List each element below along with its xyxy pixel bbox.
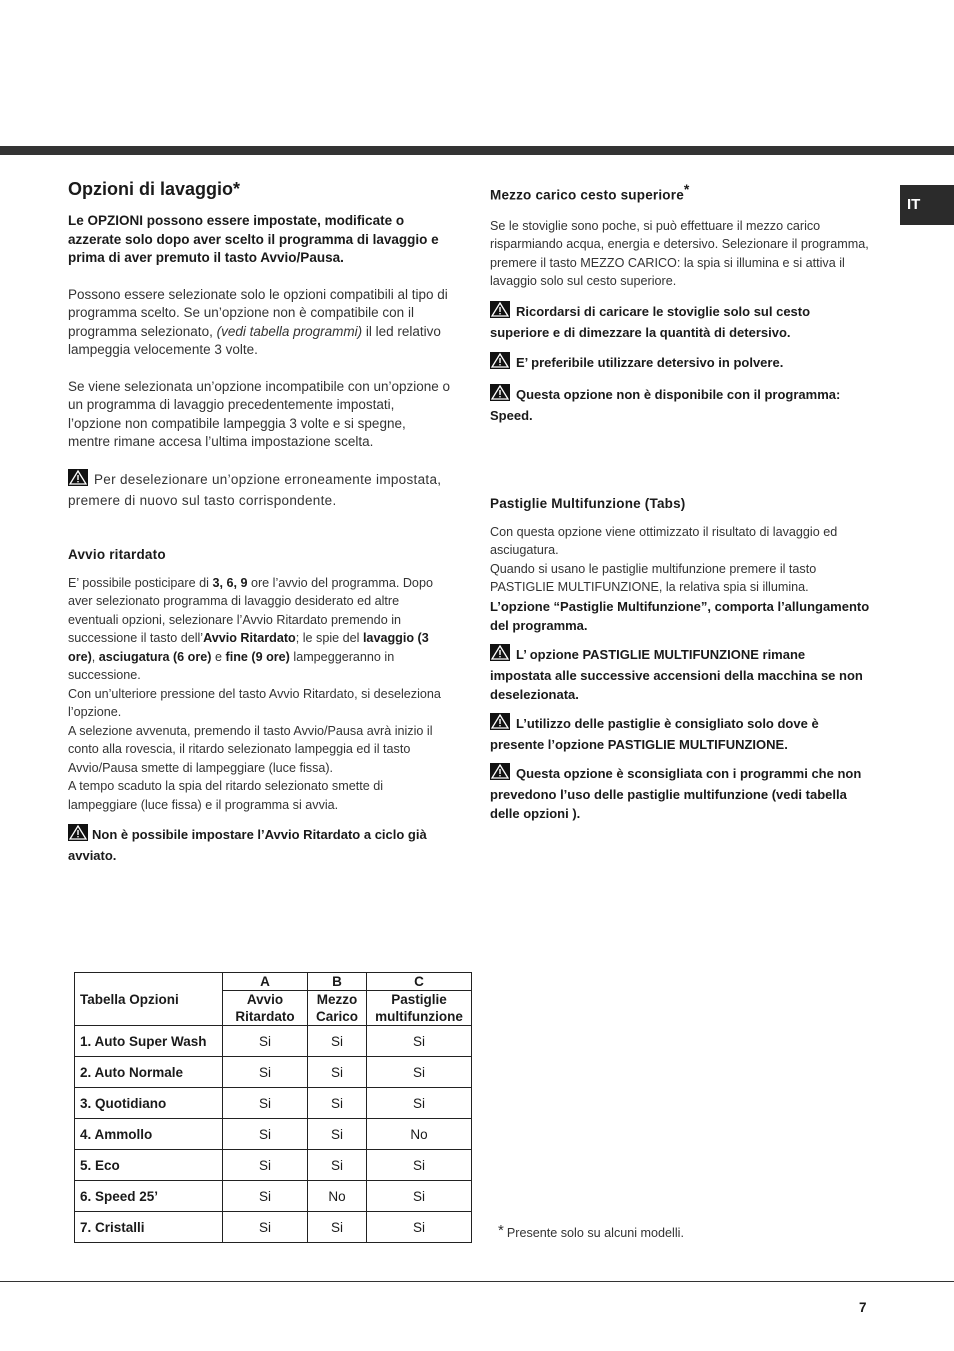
options-table <box>74 972 472 1243</box>
warning-icon <box>68 824 88 846</box>
paragraph-incompat: Se viene selezionata un’opzione incompatibile con un’opzione o un programma di lavaggio precedentemente impostati, l’opzione non compatibile lampeggia 3 volte e si spegne, mentre rimane accesa l’ultima impostazione scelta. <box>68 378 451 449</box>
warning-mezzo-2: E’ preferibile utilizzare detersivo in polvere. <box>490 352 870 374</box>
avvio-title: Avvio ritardato <box>68 546 166 562</box>
table-row: 2. Auto Normale Si Si Si <box>75 1057 472 1088</box>
col-header-pastiglie: Pastiglie multifunzione <box>367 991 472 1026</box>
col-header-avvio: Avvio Ritardato <box>223 991 308 1026</box>
table-row: 3. Quotidiano Si Si Si <box>75 1088 472 1119</box>
tabs-body-1: Con questa opzione viene ottimizzato il risultato di lavaggio ed asciugatura. <box>490 524 838 557</box>
header-bar <box>0 146 954 155</box>
warning-icon <box>490 763 510 785</box>
warning-mezzo-1: Ricordarsi di caricare le stoviglie solo sul cesto superiore e di dimezzare la quantità di detersivo. <box>490 301 870 342</box>
page-number: 7 <box>859 1300 867 1315</box>
col-letter-a: A <box>223 973 308 991</box>
tabs-title: Pastiglie Multifunzione (Tabs) <box>490 495 686 511</box>
warning-tabs-2: L’utilizzo delle pastiglie è consigliato solo dove è presente l’opzione PASTIGLIE MULTIFUNZIONE. <box>490 713 870 754</box>
section-title: Opzioni di lavaggio* <box>68 179 241 199</box>
warning-avvio: Non è possibile impostare l’Avvio Ritardato a ciclo già avviato. <box>68 824 450 865</box>
col-letter-c: C <box>367 973 472 991</box>
warning-icon <box>490 301 510 323</box>
col-header-mezzo: Mezzo Carico <box>308 991 367 1026</box>
left-column <box>68 178 450 865</box>
warning-deselect: Per deselezionare un’opzione erroneamente impostata, premere di nuovo sul tasto corrispondente. <box>68 469 450 510</box>
col-letter-b: B <box>308 973 367 991</box>
footnote: * Presente solo su alcuni modelli. <box>498 1222 684 1240</box>
table-row: 4. Ammollo Si Si No <box>75 1119 472 1150</box>
table-row: 6. Speed 25’ Si No Si <box>75 1181 472 1212</box>
language-tab: IT <box>900 185 954 225</box>
warning-icon <box>490 644 510 666</box>
intro-bold: Le OPZIONI possono essere impostate, modificate o azzerate solo dopo aver scelto il programma di lavaggio e prima di aver premuto il tasto Avvio/Pausa. <box>68 213 439 265</box>
avvio-paragraph-2: Con un’ulteriore pressione del tasto Avvio Ritardato, si deseleziona l’opzione. <box>68 686 441 719</box>
tabs-body-2: Quando si usano le pastiglie multifunzione premere il tasto PASTIGLIE MULTIFUNZIONE, la relativa spia si illumina. <box>490 561 817 594</box>
mezzo-body: Se le stoviglie sono poche, si può effettuare il mezzo carico risparmiando acqua, energia e detersivo. Selezionare il programma, premere il tasto MEZZO CARICO: la spia si illumina e si attiva il lavaggio solo sul cesto superiore. <box>490 218 869 288</box>
avvio-paragraph-4: A tempo scaduto la spia del ritardo selezionato smette di lampeggiare (luce fissa) e il programma si avvia. <box>68 779 384 812</box>
warning-icon <box>490 352 510 374</box>
table-row: 5. Eco Si Si Si <box>75 1150 472 1181</box>
table-row: 1. Auto Super Wash Si Si Si <box>75 1026 472 1057</box>
table-row: 7. Cristalli Si Si Si <box>75 1212 472 1243</box>
warning-mezzo-3: Questa opzione non è disponibile con il programma: Speed. <box>490 384 870 425</box>
avvio-paragraph-1: E’ possibile posticipare di 3, 6, 9 ore l’avvio del programma. Dopo aver selezionato programma di lavaggio desiderato ed altre eventuali opzioni, selezionare l’Avvio Ritardato premendo in successione il tasto dell’Avvio Ritardato; le spie del lavaggio (3 ore), asciugatura (6 ore) e fine (9 ore) lampeggeranno in successione. <box>68 575 433 682</box>
table-label: Tabella Opzioni <box>75 973 223 1026</box>
footer-rule <box>0 1281 954 1282</box>
warning-tabs-3: Questa opzione è sconsigliata con i programmi che non prevedono l’uso delle pastiglie multifunzione (vedi tabella delle opzioni ). <box>490 763 870 823</box>
warning-tabs-1: L’ opzione PASTIGLIE MULTIFUNZIONE rimane impostata alle successive accensioni della macchina se non deselezionata. <box>490 644 870 704</box>
tabs-body-3: L’opzione “Pastiglie Multifunzione”, comporta l’allungamento del programma. <box>490 598 870 633</box>
right-column <box>490 178 870 823</box>
paragraph-compat: Possono essere selezionate solo le opzioni compatibili al tipo di programma scelto. Se un’opzione non è compatibile con il programma selezionato, (vedi tabella programmi) il led relativo lampeggia velocemente 3 volte. <box>68 286 448 357</box>
warning-icon <box>490 713 510 735</box>
mezzo-title: Mezzo carico cesto superiore* <box>490 181 690 203</box>
avvio-paragraph-3: A selezione avvenuta, premendo il tasto Avvio/Pausa avrà inizio il conto alla rovescia, il ritardo selezionato lampeggia ed il tasto Avvio/Pausa smette di lampeggiare (luce fissa). <box>68 723 433 775</box>
warning-icon <box>490 384 510 406</box>
warning-icon <box>68 469 88 491</box>
